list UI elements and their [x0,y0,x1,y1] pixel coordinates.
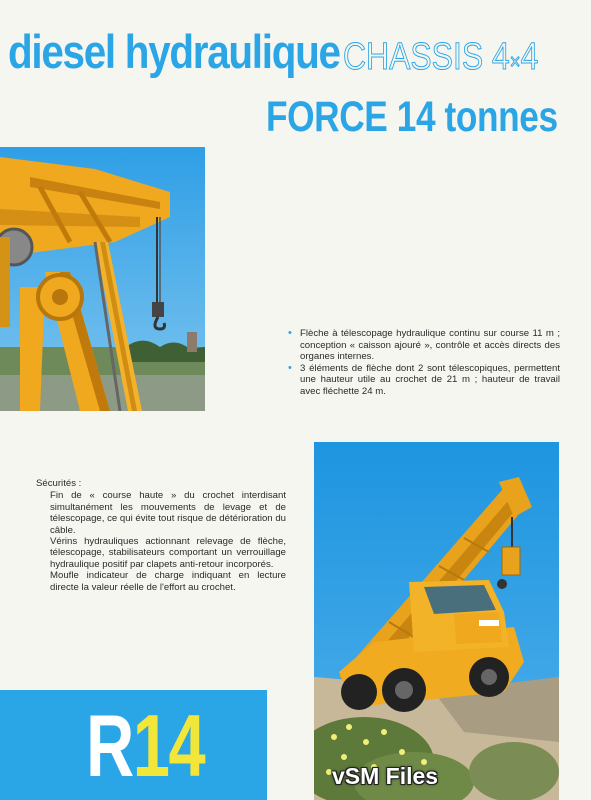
model-number: 14 [132,696,205,795]
title-force: FORCE 14 tonnes [266,93,558,141]
truck-crane-photo [314,442,559,800]
bullet-dot-icon: • [288,327,292,339]
title-chassis-x: × [509,49,521,74]
watermark: vSM Files [332,763,439,789]
feature-item-boom [288,328,560,363]
feature-item-elements [288,363,560,398]
feature-text: Flèche à télescopage hydraulique continu sur course 11 m ; conception « caisson ajouré », contrôle et accès directs des organes internes. [300,328,560,363]
safety-item: Vérins hydrauliques actionnant relevage de flèche, télescopage, stabilisateurs comportant un verrouillage hydraulique positif par clapets anti-retour incorporés. [50,536,286,570]
title-chassis-end: 4 [520,36,539,78]
crane-boom-photo [0,147,205,411]
safety-item: Moufle indicateur de charge indiquant en lecture directe la valeur réelle de l'effort au crochet. [50,570,286,593]
bullet-dot-icon: • [288,361,292,374]
safety-section [36,478,286,593]
model-letter: R [86,696,133,795]
feature-text: 3 éléments de flèche dont 2 sont télescopiques, permettent une hauteur utile au crochet de 21 m ; hauteur de travail avec fléchette 24 m. [300,362,560,397]
model-name [86,696,205,795]
title-diesel-hydraulique: diesel hydraulique [8,25,340,78]
title-chassis-text: CHASSIS 4 [343,36,510,78]
features-list [288,328,560,398]
title-chassis [343,38,538,76]
safety-heading: Sécurités : [36,478,82,489]
safety-item: Fin de « course haute » du crochet interdisant simultanément les mouvements de levage et de télescopage, ce qui évite tout risque de détérioration du câble. [50,490,286,536]
